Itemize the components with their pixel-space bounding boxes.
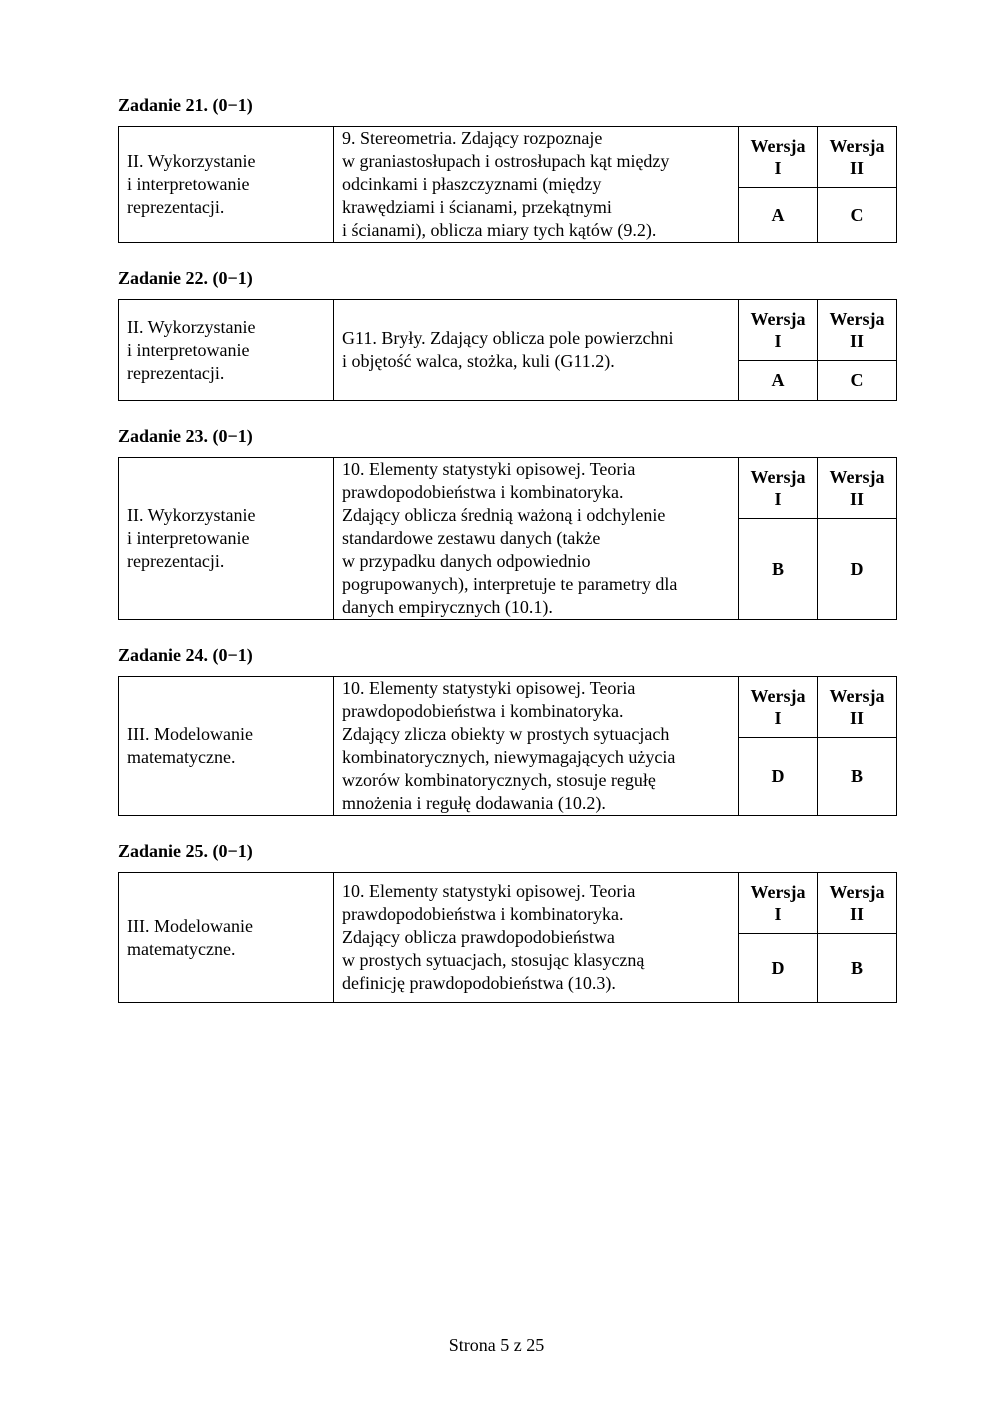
version-label: Wersja xyxy=(829,467,885,487)
version-label: Wersja xyxy=(829,136,885,156)
requirement-line: prawdopodobieństwa i kombinatoryka. xyxy=(342,701,624,721)
requirement-line: 10. Elementy statystyki opisowej. Teoria xyxy=(342,678,636,698)
task-title: Zadanie 22. (0−1) xyxy=(118,268,253,288)
requirement-line: kombinatorycznych, niewymagających użycia xyxy=(342,747,676,767)
general-skill-line: III. Modelowanie xyxy=(127,724,253,744)
requirements-table xyxy=(118,299,897,401)
version-1-header xyxy=(739,458,818,519)
version-number: II xyxy=(849,708,864,728)
general-skill-line: II. Wykorzystanie xyxy=(127,505,256,525)
version-number: I xyxy=(774,489,782,509)
requirements-table xyxy=(118,872,897,1003)
version-label: Wersja xyxy=(750,882,806,902)
task-title: Zadanie 23. (0−1) xyxy=(118,426,253,446)
version-2-header xyxy=(818,677,897,738)
task-block xyxy=(118,644,885,816)
answer-version-2: C xyxy=(818,188,897,243)
requirement-line: 9. Stereometria. Zdający rozpoznaje xyxy=(342,128,603,148)
page-number: Strona 5 z 25 xyxy=(448,1335,545,1355)
task-block xyxy=(118,840,885,1003)
version-label: Wersja xyxy=(829,309,885,329)
answer-version-2: C xyxy=(818,361,897,401)
task-block xyxy=(118,94,885,243)
requirement-line: w prostych sytuacjach, stosując klasyczną xyxy=(342,950,645,970)
requirement-line: prawdopodobieństwa i kombinatoryka. xyxy=(342,482,624,502)
answer-version-2: B xyxy=(818,738,897,816)
requirements-table xyxy=(118,676,897,816)
version-1-header xyxy=(739,873,818,934)
requirements-table xyxy=(118,457,897,620)
task-block xyxy=(118,425,885,620)
general-skill-line: II. Wykorzystanie xyxy=(127,316,256,337)
version-number: II xyxy=(849,489,864,509)
answer-version-1: D xyxy=(739,738,818,816)
general-skill-line: i interpretowanie xyxy=(127,174,250,194)
version-2-header xyxy=(818,127,897,188)
requirement-line: i ścianami), oblicza miary tych kątów (9.2). xyxy=(342,220,657,240)
general-skill-cell xyxy=(119,677,334,816)
general-skill-line: matematyczne. xyxy=(127,938,236,959)
general-skill-line: III. Modelowanie xyxy=(127,915,253,936)
version-1-header xyxy=(739,127,818,188)
version-label: Wersja xyxy=(750,309,806,329)
general-skill-line: matematyczne. xyxy=(127,747,236,767)
answer-version-1: A xyxy=(739,188,818,243)
answer-version-2: D xyxy=(818,519,897,620)
requirement-line: w graniastosłupach i ostrosłupach kąt między xyxy=(342,151,670,171)
requirement-line: odcinkami i płaszczyznami (między xyxy=(342,174,602,194)
general-skill-line: reprezentacji. xyxy=(127,197,225,217)
version-number: I xyxy=(774,904,782,924)
general-skill-cell xyxy=(119,127,334,243)
requirement-line: pogrupowanych), interpretuje te parametry dla xyxy=(342,574,678,594)
answer-version-1: D xyxy=(739,934,818,1003)
general-skill-line: II. Wykorzystanie xyxy=(127,151,256,171)
task-title: Zadanie 25. (0−1) xyxy=(118,841,253,861)
task-title: Zadanie 24. (0−1) xyxy=(118,645,253,665)
requirement-cell xyxy=(334,127,739,243)
version-number: I xyxy=(774,708,782,728)
version-1-header xyxy=(739,300,818,361)
general-skill-cell xyxy=(119,873,334,1003)
general-skill-cell xyxy=(119,300,334,401)
version-2-header xyxy=(818,873,897,934)
requirement-line: w przypadku danych odpowiednio xyxy=(342,551,591,571)
version-label: Wersja xyxy=(829,882,885,902)
version-2-header xyxy=(818,458,897,519)
requirements-table xyxy=(118,126,897,243)
version-label: Wersja xyxy=(750,136,806,156)
requirement-line: danych empirycznych (10.1). xyxy=(342,597,553,617)
general-skill-line: reprezentacji. xyxy=(127,362,225,383)
requirement-cell xyxy=(334,300,739,401)
version-2-header xyxy=(818,300,897,361)
general-skill-line: reprezentacji. xyxy=(127,551,225,571)
answer-version-1: B xyxy=(739,519,818,620)
requirement-cell xyxy=(334,677,739,816)
version-label: Wersja xyxy=(750,467,806,487)
requirement-line: mnożenia i regułę dodawania (10.2). xyxy=(342,793,606,813)
version-number: II xyxy=(849,158,864,178)
version-number: I xyxy=(774,158,782,178)
requirement-cell xyxy=(334,873,739,1003)
general-skill-cell xyxy=(119,458,334,620)
requirement-line: prawdopodobieństwa i kombinatoryka. xyxy=(342,904,624,924)
requirement-line: Zdający zlicza obiekty w prostych sytuacjach xyxy=(342,724,670,744)
requirement-line: Zdający oblicza prawdopodobieństwa xyxy=(342,927,615,947)
version-label: Wersja xyxy=(750,686,806,706)
general-skill-line: i interpretowanie xyxy=(127,339,250,360)
requirement-line: i objętość walca, stożka, kuli (G11.2). xyxy=(342,351,615,371)
requirement-line: Zdający oblicza średnią ważoną i odchylenie xyxy=(342,505,666,525)
version-1-header xyxy=(739,677,818,738)
general-skill-line: i interpretowanie xyxy=(127,528,250,548)
version-number: I xyxy=(774,331,782,351)
answer-version-1: A xyxy=(739,361,818,401)
requirement-line: standardowe zestawu danych (także xyxy=(342,528,601,548)
requirement-line: wzorów kombinatorycznych, stosuje regułę xyxy=(342,770,656,790)
version-label: Wersja xyxy=(829,686,885,706)
requirement-line: definicję prawdopodobieństwa (10.3). xyxy=(342,973,616,993)
version-number: II xyxy=(849,904,864,924)
requirement-line: 10. Elementy statystyki opisowej. Teoria xyxy=(342,881,636,901)
requirement-line: 10. Elementy statystyki opisowej. Teoria xyxy=(342,459,636,479)
requirement-line: G11. Bryły. Zdający oblicza pole powierzchni xyxy=(342,328,674,348)
answer-version-2: B xyxy=(818,934,897,1003)
requirement-line: krawędziami i ścianami, przekątnymi xyxy=(342,197,612,217)
requirement-cell xyxy=(334,458,739,620)
task-title: Zadanie 21. (0−1) xyxy=(118,95,253,115)
version-number: II xyxy=(849,331,864,351)
task-block xyxy=(118,267,885,401)
